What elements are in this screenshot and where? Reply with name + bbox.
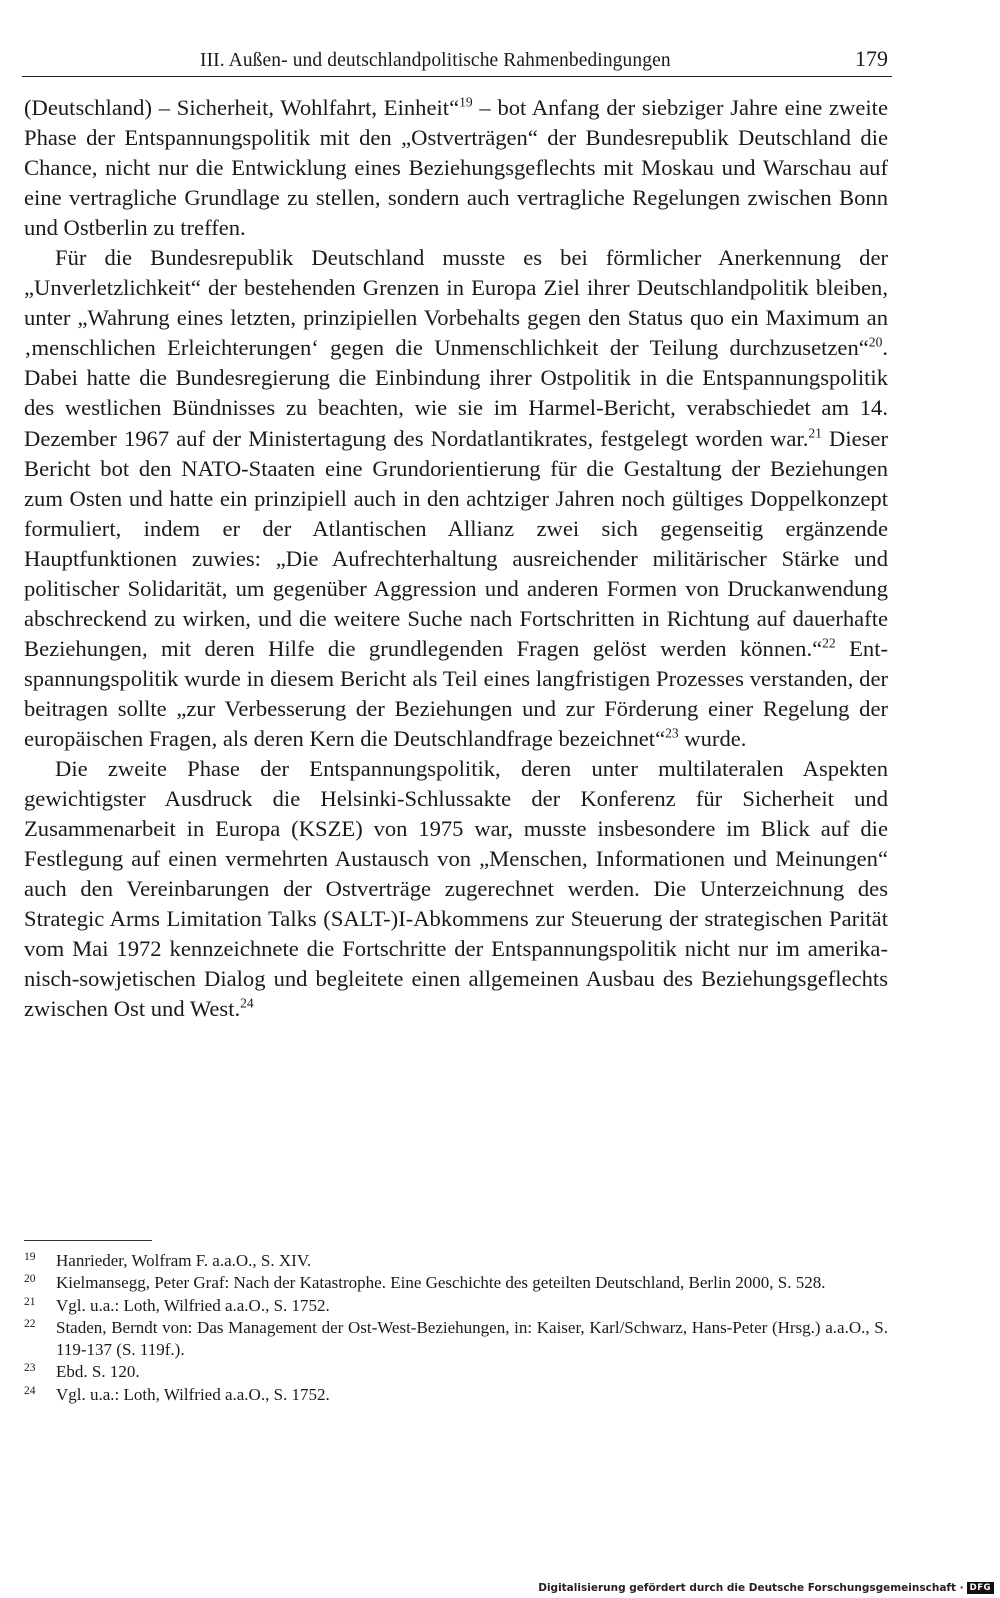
- footnote-number: 19: [24, 1251, 36, 1263]
- footnote: [24, 1317, 888, 1362]
- footnote-reference: 19: [459, 94, 473, 110]
- footnote: [24, 1384, 888, 1406]
- text-segment: . Dabei hatte die Bundesregierung die Einbindung ihrer Ostpolitik in die Entspannungspolitik des westlichen Bündnisses zu beachten, wie sie im Harmel-Bericht, verabschiedet am 14. Dezember 1967 auf der Ministertagung des Nordatlantikrates, festgelegt worden war.: [24, 335, 888, 451]
- footnote-reference: 24: [240, 995, 254, 1011]
- footnote-text: Ebd. S. 120.: [56, 1362, 140, 1382]
- footnote-text: Vgl. u.a.: Loth, Wilfried a.a.O., S. 1752.: [56, 1384, 330, 1404]
- footnote-text: Vgl. u.a.: Loth, Wilfried a.a.O., S. 1752.: [56, 1295, 330, 1315]
- body-paragraph: [24, 93, 888, 243]
- text-segment: Für die Bundesrepublik Deutschland musste es bei förmlicher Anerkennung der „Unverletzlichkeit“ der bestehenden Grenzen in Europa Ziel ihrer Deutschlandpolitik bleiben, unter „Wahrung eines letzten, prinzipiellen Vorbehalts gegen den Status quo ein Maximum an ‚menschlichen Erleichterungen‘ gegen die Unmenschlichkeit der Teilung durchzusetzen“: [24, 245, 888, 361]
- dfg-logo-icon: DFG: [967, 1582, 994, 1594]
- text-segment: Dieser Bericht bot den NATO-Staaten eine Grundorientierung für die Gestaltung der Beziehungen zum Osten und hatte ein prinzipiell auch in den achtziger Jahren noch gültiges Doppelkonzept formuliert, indem er der Atlantischen Allianz zwei sich gegenseitig ergänzende Hauptfunktionen zuwies: „Die Aufrechterhaltung ausreichender militärischer Stärke und politischer Solidarität, um gegenüber Aggression und anderen Formen von Druckanwendung abschreckend zu wirken, und die weitere Suche nach Fortschritten in Richtung auf dauerhafte Beziehungen, mit deren Hilfe die grundlegenden Fragen gelöst werden können.“: [24, 425, 888, 661]
- footnote-text: Hanrieder, Wolfram F. a.a.O., S. XIV.: [56, 1251, 312, 1270]
- page-header: [22, 48, 892, 77]
- text-segment: Die zweite Phase der Entspannungspolitik, deren unter multilateralen Aspekten gewichtigster Ausdruck die Helsinki-Schlussakte der Konferenz für Sicherheit und Zusammenarbeit in Europa (KSZE) von 1975 war, musste insbesondere im Blick auf die Festlegung auf einen vermehrten Austausch von „Menschen, Informationen und Meinungen“ auch den Vereinbarungen der Ostverträge zugerechnet werden. Die Unterzeichnung des Strategic Arms Limitation Talks (SALT-)I-Abkommens zur Steuerung der strategischen Parität vom Mai 1972 kennzeichnete die Fortschritte der Entspannungspolitik nicht nur im amerikanisch-sowjetischen Dialog und begleitete einen allgemeinen Ausbau des Beziehungsgeflechts zwischen Ost und West.: [24, 756, 888, 1022]
- footnote-reference: 21: [808, 424, 822, 440]
- digitization-text: Digitalisierung gefördert durch die Deutsche Forschungsgemeinschaft ·: [538, 1582, 964, 1594]
- footnote: [24, 1295, 888, 1317]
- body-paragraph: [24, 243, 888, 754]
- footnote: [24, 1361, 888, 1383]
- footnote-reference: 22: [822, 635, 836, 651]
- text-segment: wurde.: [678, 725, 747, 751]
- body-paragraph: [24, 754, 888, 1024]
- text-segment: – bot Anfang der siebziger Jahre eine zweite Phase der Entspannungspolitik mit den „Ostverträgen“ der Bundesrepublik Deutschland die Chance, nicht nur die Entwicklung eines Beziehungsgeflechts mit Moskau und Warschau auf eine vertragliche Grundlage zu stellen, sondern auch vertragliche Regelungen zwischen Bonn und Ostberlin zu treffen.: [24, 95, 888, 241]
- text-segment: (Deutschland) – Sicherheit, Wohlfahrt, Einheit“: [24, 95, 460, 120]
- main-text: [24, 93, 888, 1024]
- footnote-separator: [24, 1240, 152, 1241]
- footnote-number: 24: [24, 1384, 36, 1397]
- footnote-number: 22: [24, 1317, 36, 1330]
- footnote: [24, 1250, 888, 1272]
- footnote-reference: 20: [868, 334, 883, 350]
- footnote-number: 23: [24, 1362, 36, 1375]
- text-segment: Entspannungspolitik wurde in diesem Bericht als Teil eines langfristigen Prozesses verstanden, der beitragen sollte „zur Verbesserung der Beziehungen und zur Förderung einer Regelung der europäischen Fragen, als deren Kern die Deutschlandfrage bezeichnet“: [24, 635, 889, 751]
- footnote: [24, 1272, 888, 1294]
- digitization-note: [538, 1582, 994, 1594]
- footnote-number: 21: [24, 1295, 36, 1308]
- footnote-text: Kielmansegg, Peter Graf: Nach der Katastrophe. Eine Geschichte des geteilten Deutschland, Berlin 2000, S. 528.: [56, 1273, 826, 1293]
- footnote-reference: 23: [665, 725, 679, 741]
- running-title: III. Außen- und deutschlandpolitische Rahmenbedingungen: [200, 50, 671, 71]
- footnotes: [24, 1250, 888, 1406]
- footnote-text: Staden, Berndt von: Das Management der Ost-West-Beziehungen, in: Kaiser, Karl/Schwarz, Hans-Peter (Hrsg.) a.a.O., S. 119-137 (S. 119f.).: [56, 1317, 888, 1360]
- page-number: 179: [855, 46, 888, 71]
- footnote-number: 20: [24, 1273, 36, 1286]
